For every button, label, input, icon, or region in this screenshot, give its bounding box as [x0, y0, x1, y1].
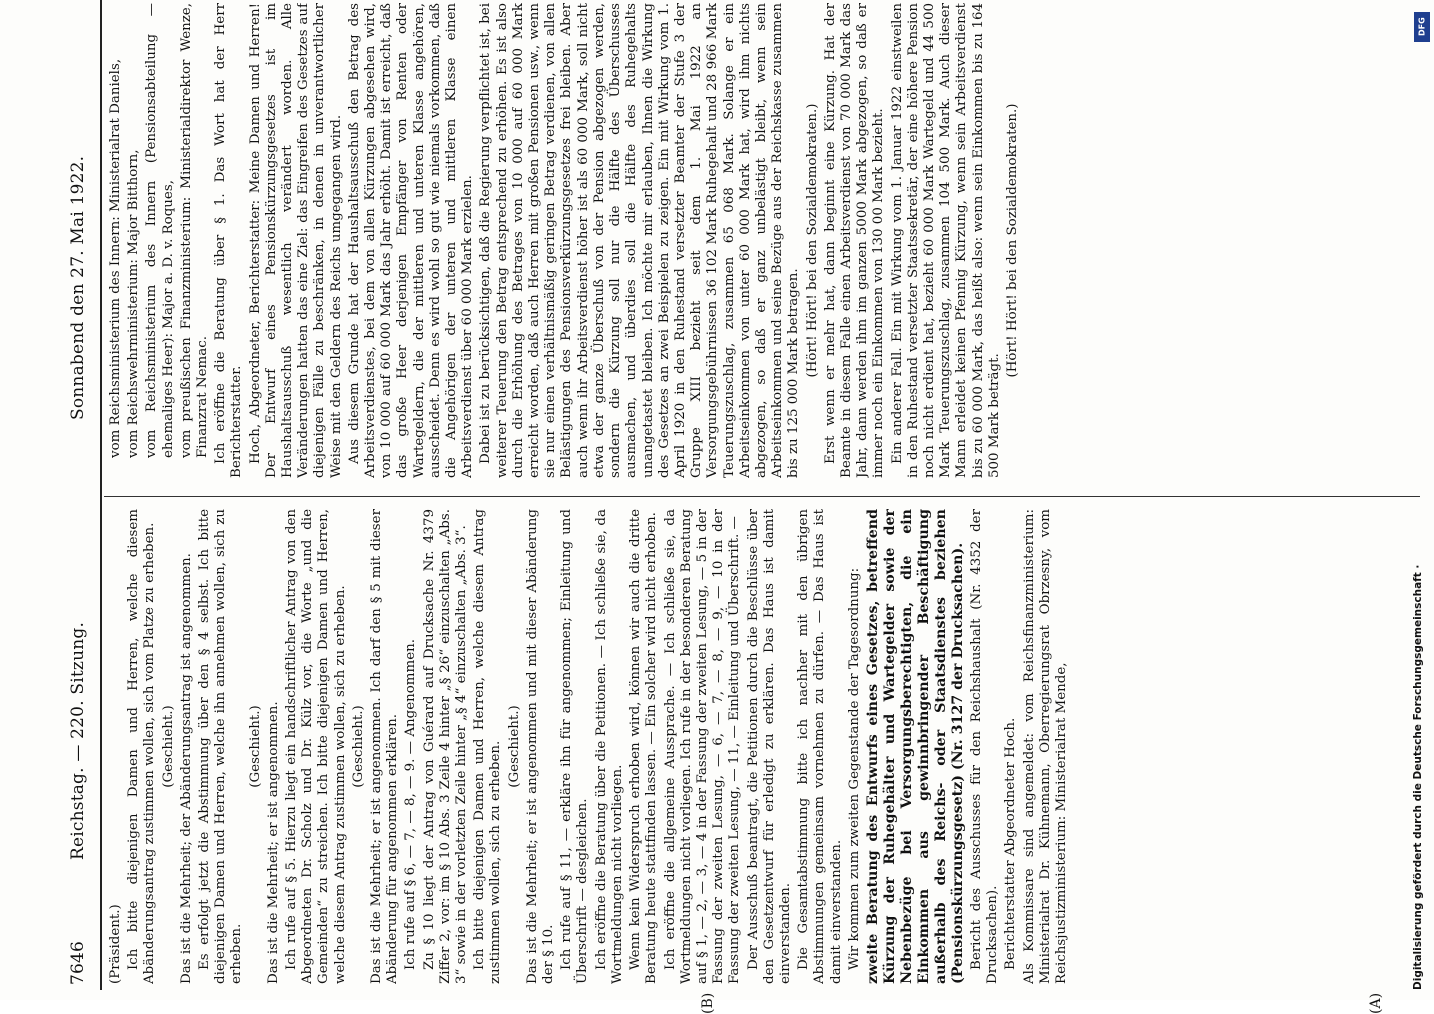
paragraph: Bericht des Ausschusses für den Reichshaushalt (Nr. 4352 der Drucksachen).: [968, 509, 1001, 984]
column-divider: [104, 496, 1420, 497]
speech-paragraph: Aus diesem Grunde hat der Haushaltsausschuß den Betrag des Arbeitsverdienstes, bei dem von allen Kürzungen abgesehen wird, von 10 000 auf 60 000 Mark das Jahr erhöht. Damit ist erreicht, daß das große Heer derjenigen Empfänger von Renten oder Wartegeldern, die der mittleren und unteren Klasse angehören, ausscheidet. Denn es wird wohl so gut wie niemals vorkommen, daß die Angehörigen der unteren und mittleren Klasse einen Arbeitsverdienst über 60 000 Mark erzielen.: [346, 3, 476, 478]
paragraph: Wir kommen zum zweiten Gegenstande der Tagesordnung:: [846, 567, 862, 970]
paragraph: Als Kommissare sind angemeldet: vom Reichsfinanzministerium: Ministerialrat Dr. Kühnemann, Oberregierungsrat Obrzesny, vom Reichsjustizministerium: Ministerialrat Mende,: [1021, 509, 1069, 984]
paragraph: Ich bitte diejenigen Damen und Herren, welche diesem Abänderungsantrag zustimmen wollen, sich vom Platze zu erheben.: [126, 509, 158, 984]
speech-paragraph: Dabei ist zu berücksichtigen, daß die Regierung verpflichtet ist, bei weiterer Teuerung den Betrag entsprechend zu erhöhen. Es ist also durch die Erhöhung des Betrages von 10 000 auf 60 000 Mark erreicht worden, daß auch Herren mit großen Pensionen usw., wenn sie nur einen verhältnismäßig geringen Betrag verdienen, von allen Belästigungen des Pensionsverkürzungsgesetzes frei bleiben. Aber auch wenn ihr Arbeitsverdienst höher ist als 60 000 Mark, soll nicht etwa der ganze Überschuß von der Pension abgezogen werden, sondern die Kürzung soll nur die Hälfte des Überschusses ausmachen, und überdies soll die Hälfte des Ruhegehalts unangetastet bleiben. Ich möchte mir erlauben, Ihnen die Wirkung des Gesetzes an zwei Beispielen zu zeigen. Ein mit Wirkung vom 1. April 1920 in den Ruhestand versetzter Beamter der Stufe 3 der Gruppe XIII bezieht seit dem 1. Mai 1922 an Versorgungsgebührnissen 36 102 Mark Ruhegehalt und 28 966 Mark Teuerungszuschlag, zusammen 65 068 Mark. Solange er ein Arbeitseinkommen von unter 60 000 Mark hat, wird ihm nichts abgezogen, so daß er ganz unbelästigt bleibt, wenn sein Arbeitseinkommen und seine Bezüge aus der Reichskasse zusammen bis zu 125 000 Mark betragen.: [478, 3, 802, 478]
paragraph: Das ist die Mehrheit; er ist angenommen.: [265, 701, 281, 984]
credit-text: Digitalisierung gefördert durch die Deutsche Forschungsgemeinschaft ·: [1412, 564, 1424, 990]
paragraph: Zu § 10 liegt der Antrag von Guérard auf Drucksache Nr. 4379 Ziffer 2, vor: im § 10 Abs. 3 Zeile 4 hinter „§ 26“ einzuschalten „Abs. 3“ sowie in der vorletzten Zeile hinter „§ 4“ einzuschalten „Abs. 3“.: [421, 509, 470, 984]
header-session: Reichstag. — 220. Sitzung.: [68, 621, 88, 860]
rotated-page-content: [60, 0, 1420, 1014]
stage-direction: (Geschieht.): [350, 705, 366, 788]
left-column: [108, 509, 1408, 984]
paragraph: Ich eröffne die Beratung über § 1. Das Wort hat der Herr Berichterstatter.: [213, 3, 245, 478]
paragraph: Ich rufe auf § 11, — erkläre ihn für angenommen; Einleitung und Überschrift — desgleichen.: [559, 509, 591, 984]
dfg-logo: DFG: [1414, 12, 1430, 42]
paragraph: Ich rufe auf § 5. Hierzu liegt ein handschriftlicher Antrag von den Abgeordneten Dr. Scholz und Dr. Külz vor, die Worte „und die Gemeinden“ zu streichen. Ich bitte diejenigen Damen und Herren, welche diesem Antrag zustimmen wollen, sich zu erheben.: [284, 509, 348, 984]
agenda-item-title: zweite Beratung des Entwurfs eines Gesetzes, betreffend Kürzung der Ruhegehälter und Wartegelder sowie der Nebenbezüge bei Versorgungsberechtigten, die ein Einkommen aus gewinnbringender Beschäftigung außerhalb des Reichs- oder Staatsdienstes beziehen (Pensionskürzungsgesetz) (Nr. 3127 der Drucksachen).: [864, 509, 966, 984]
paragraph: Wenn kein Widerspruch erhoben wird, können wir auch die dritte Beratung heute stattfinden lassen. — Ein solcher wird nicht erhoben.: [628, 509, 660, 984]
paragraph: Ich bitte diejenigen Damen und Herren, welche diesem Antrag zustimmen wollen, sich zu erheben.: [472, 509, 504, 984]
speech-paragraph: Erst wenn er mehr hat, dann beginnt eine Kürzung. Hat der Beamte in diesem Falle einen Arbeitsverdienst von 70 000 Mark das Jahr, dann werden ihm im ganzen 5000 Mark abgezogen, so daß er immer noch ein Einkommen von 130 00 Mark bezieht.: [822, 3, 887, 478]
commissioner-line: vom preußischen Finanzministerium: Ministerialdirektor Wenze, Finanzrat Nemac.: [178, 3, 211, 458]
margin-marker-a: (A): [1368, 992, 1384, 1014]
paragraph: Ich eröffne die allgemeine Aussprache. — Ich schließe sie, da Wortmeldungen nicht vorliegen. Ich rufe in der besonderen Beratung auf § 1, — 2, — 3, — 4 in der Fassung der zweiten Lesung, — 5 in der Fassung der zweiten Lesung, — 6, — 7, — 8, — 9, — 10 in der Fassung der zweiten Lesung, — 11, — Einleitung und Überschrift. —: [662, 509, 743, 984]
header-date: Sonnabend den 27. Mai 1922.: [68, 155, 88, 420]
paragraph: Berichterstatter Abgeordneter Hoch.: [1003, 717, 1019, 970]
paragraph: Es erfolgt jetzt die Abstimmung über den § 4 selbst. Ich bitte diejenigen Damen und Herren, welche ihn annehmen wollen, sich zu erheben.: [197, 509, 245, 984]
speech-paragraph: Ein anderer Fall. Ein mit Wirkung vom 1. Januar 1922 einstweilen in den Ruhestand versetzter Staatssekretär, der eine höhere Pension noch nicht erdient hat, bezieht 60 000 Mark Wartegeld und 44 500 Mark Teuerungszuschlag, zusammen 104 500 Mark. Auch dieser Mann erleidet keinen Pfennig Kürzung, wenn sein Arbeitsverdienst bis zu 60 000 Mark, das heißt also: wenn sein Einkommen bis zu 164 500 Mark beträgt.: [889, 3, 1002, 478]
paragraph: Das ist die Mehrheit; er ist angenommen und mit dieser Abänderung der § 10.: [524, 509, 557, 984]
margin-marker-b: (B): [700, 992, 716, 1014]
commissioner-line: vom Reichsministerium des Innern: Ministerialrat Daniels,: [108, 58, 123, 458]
paragraph: Das ist die Mehrheit; der Abänderungsantrag ist angenommen.: [178, 553, 194, 984]
commissioner-line: vom Reichswehrministerium: Major Bitthorn,: [126, 149, 142, 458]
right-column: [108, 3, 1408, 478]
page-number: 7646: [68, 940, 88, 985]
stage-direction: (Geschieht.): [506, 705, 522, 788]
stage-direction: (Geschieht.): [247, 705, 263, 788]
paragraph: Ich eröffne die Beratung über die Petitionen. — Ich schließe sie, da Wortmeldungen nicht vorliegen.: [593, 509, 625, 984]
digitization-credit: [1412, 10, 1432, 990]
commissioner-line: vom Reichsministerium des Innern (Pensionsabteilung — ehemaliges Heer): Major a. D. v. Roques,: [144, 3, 176, 458]
stage-direction: (Hört! Hört! bei den Sozialdemokraten.): [1004, 103, 1020, 378]
page-header: [60, 0, 98, 990]
paragraph: Das ist die Mehrheit; er ist angenommen. Ich darf den § 5 mit dieser Abänderung für angenommen erklären.: [369, 509, 401, 984]
speaker-label: (Präsident.): [108, 904, 123, 984]
stage-direction: (Geschieht.): [160, 705, 176, 788]
paragraph: Ich rufe auf § 6, — 7, — 8, — 9. — Angenommen.: [403, 639, 419, 970]
paragraph: Der Ausschuß beantragt, die Petitionen durch die Beschlüsse über den Gesetzentwurf für erledigt zu erklären. Das Haus ist damit einverstanden.: [745, 509, 793, 984]
speech-paragraph: Hoch, Abgeordneter, Berichterstatter: Meine Damen und Herren! Der Entwurf eines Pensionskürzungsgesetzes ist im Haushaltsausschuß wesentlich verändert worden. Alle Veränderungen hatten das eine Ziel: das Eingreifen des Gesetzes auf diejenigen Fälle zu beschränken, in denen in unverantwortlicher Weise mit den Geldern des Reichs umgegangen wird.: [247, 3, 344, 478]
header-rule: [100, 0, 102, 990]
paragraph: Die Gesamtabstimmung bitte ich nachher mit den übrigen Abstimmungen gemeinsam vornehmen zu dürfen. — Das Haus ist damit einverstanden.: [796, 509, 844, 984]
stage-direction: (Hört! Hört! bei den Sozialdemokraten.): [804, 103, 820, 378]
